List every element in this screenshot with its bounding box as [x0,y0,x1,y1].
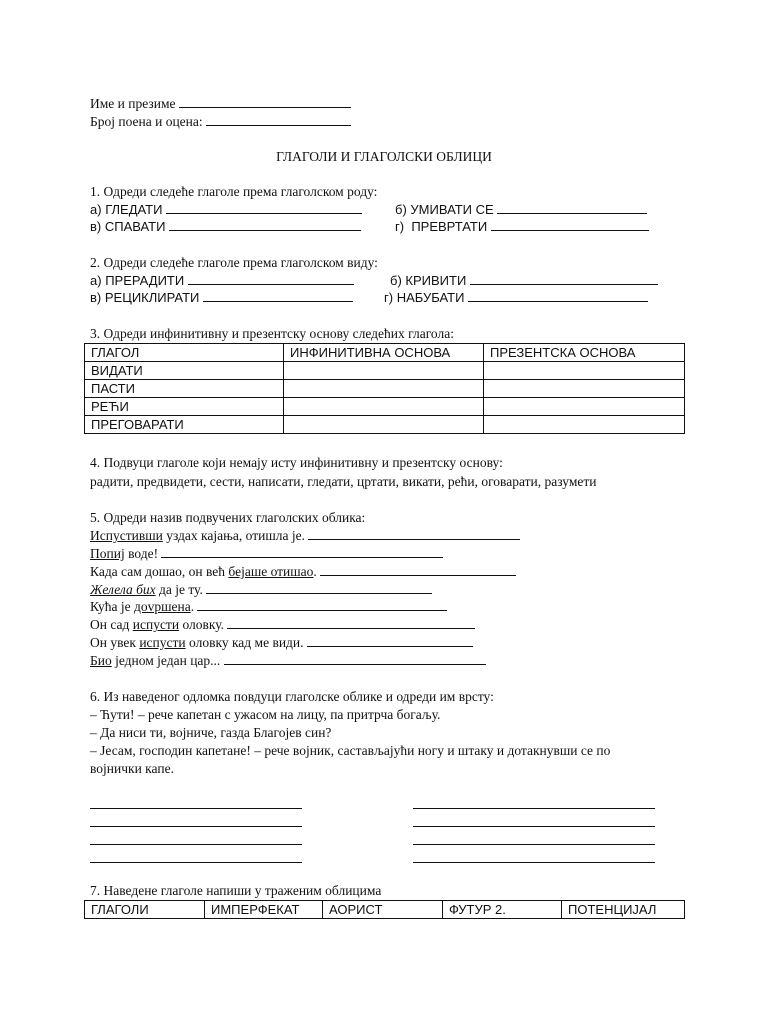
excerpt-line-4: војнички капе. [90,761,174,776]
task2-item-a: а) ПРЕРАДИТИ [90,272,354,289]
task4-prompt: 4. Подвуци глаголе који немају исту инфинитивну и презентску основу: [90,455,503,470]
task3-table [84,343,685,434]
table-header: ФУТУР 2. [443,901,562,919]
answer-line[interactable] [413,862,655,863]
points-answer-line[interactable] [206,113,351,126]
table-cell-empty[interactable] [484,362,685,380]
task5-sentence-5: Кућа је дovршена. [90,598,447,615]
task5-sentence-8: Био једном један цар... [90,652,486,669]
task1-item-b: б) УМИВАТИ СЕ [395,201,647,218]
points-field [90,113,351,130]
task2-item-d: г) НАБУБАТИ [384,289,648,306]
answer-line[interactable] [468,289,648,302]
answer-line[interactable] [227,616,475,629]
table-header-row [85,901,685,919]
answer-line[interactable] [169,218,361,231]
answer-line[interactable] [320,563,516,576]
answer-line[interactable] [491,218,649,231]
task5-sentence-1: Испустивши уздах кајања, отишла је. [90,527,520,544]
table-header: ИНФИНИТИВНА ОСНОВА [284,344,484,362]
answer-line[interactable] [203,289,353,302]
answer-line[interactable] [413,844,655,845]
answer-line[interactable] [206,581,432,594]
table-cell-empty[interactable] [484,380,685,398]
task5-sentence-2: Попиј воде! [90,545,443,562]
table-row [85,398,685,416]
table-cell-verb: ВИДАТИ [85,362,284,380]
answer-line[interactable] [413,826,655,827]
table-row [85,416,685,434]
task2-item-c: в) РЕЦИКЛИРАТИ [90,289,353,306]
task5-sentence-3: Када сам дошао, он већ бејаше отишао. [90,563,516,580]
answer-line[interactable] [224,652,486,665]
task2-prompt: 2. Одреди следеће глаголе према глаголском виду: [90,255,378,270]
name-field [90,95,351,112]
task2-item-b: б) КРИВИТИ [390,272,658,289]
table-header-row [85,344,685,362]
table-cell-empty[interactable] [484,398,685,416]
table-row [85,362,685,380]
table-cell-empty[interactable] [284,398,484,416]
table-header: ПОТЕНЦИЈАЛ [562,901,685,919]
task5-sentence-4: Желела бих да је ту. [90,581,432,598]
task5-sentence-6: Он сад испусти оловку. [90,616,475,633]
task7-prompt: 7. Наведене глаголе напиши у траженим облицима [90,883,382,898]
answer-line[interactable] [308,527,520,540]
task5-prompt: 5. Одреди назив подвучених глаголских облика: [90,510,366,525]
task4-verb-list[interactable]: радити, предвидети, сести, написати, гледати, цртати, викати, рећи, оговарати, разумети [90,474,597,489]
answer-line[interactable] [307,634,473,647]
task6-prompt: 6. Из наведеног одломка повдуци глаголске облике и одреди им врсту: [90,689,494,704]
task1-prompt: 1. Одреди следеће глаголе према глаголском роду: [90,184,378,199]
task1-item-d: г) ПРЕВРТАТИ [395,218,649,235]
answer-line[interactable] [413,808,655,809]
table-cell-verb: ПАСТИ [85,380,284,398]
answer-line[interactable] [188,272,354,285]
name-label: Име и презиме [90,96,176,111]
table-header: АОРИСТ [323,901,443,919]
table-row [85,380,685,398]
table-header: ГЛАГОЛИ [85,901,205,919]
table-cell-empty[interactable] [284,380,484,398]
table-cell-empty[interactable] [284,416,484,434]
name-answer-line[interactable] [179,95,351,108]
table-header: ГЛАГОЛ [85,344,284,362]
answer-line[interactable] [90,826,302,827]
answer-line[interactable] [90,808,302,809]
table-cell-verb: РЕЋИ [85,398,284,416]
page-title: ГЛАГОЛИ И ГЛАГОЛСКИ ОБЛИЦИ [276,149,492,164]
answer-line[interactable] [161,545,443,558]
task5-sentence-7: Он увек испусти оловку кад ме види. [90,634,473,651]
table-header: ИМПЕРФЕКАТ [205,901,323,919]
answer-line[interactable] [197,598,447,611]
task7-table [84,900,685,919]
task1-item-c: в) СПАВАТИ [90,218,361,235]
answer-line[interactable] [90,862,302,863]
table-cell-verb: ПРЕГОВАРАТИ [85,416,284,434]
table-cell-empty[interactable] [484,416,685,434]
answer-line[interactable] [166,201,362,214]
answer-line[interactable] [90,844,302,845]
answer-line[interactable] [470,272,658,285]
answer-line[interactable] [497,201,647,214]
excerpt-line-2: – Да ниси ти, војниче, газда Благојев син? [90,725,332,740]
table-header: ПРЕЗЕНТСКА ОСНОВА [484,344,685,362]
table-cell-empty[interactable] [284,362,484,380]
task1-item-a: а) ГЛЕДАТИ [90,201,362,218]
excerpt-line-1: – Ћути! – рече капетан с ужасом на лицу, па притрча богаљу. [90,707,441,722]
points-label: Број поена и оцена: [90,114,203,129]
task3-prompt: 3. Одреди инфинитивну и презентску основу следећих глагола: [90,326,454,341]
excerpt-line-3: – Јесам, господин капетане! – рече војник, састављајући ногу и штаку и дотакнувши се по [90,743,611,758]
